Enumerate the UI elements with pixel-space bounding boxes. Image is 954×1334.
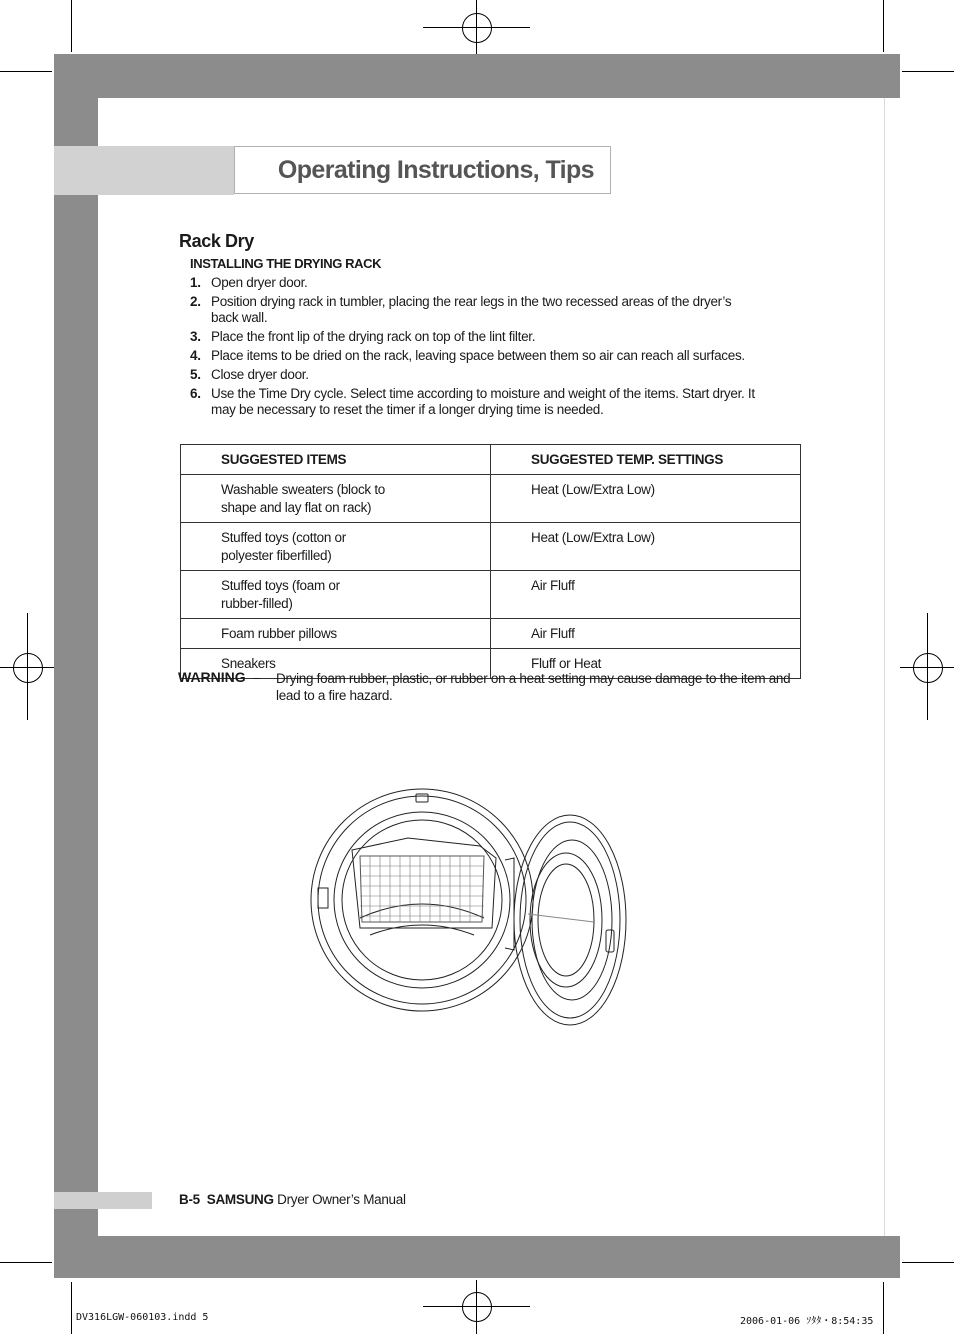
table-row <box>181 571 801 619</box>
table-cell-item: Stuffed toys (cotton or polyester fiberfilled) <box>181 523 491 571</box>
footer-text: Dryer Owner’s Manual <box>277 1192 406 1207</box>
brand-name: SAMSUNG <box>206 1192 274 1207</box>
dryer-front-ring <box>311 789 533 1011</box>
table-cell-item: Washable sweaters (block to shape and lay flat on rack) <box>181 475 491 523</box>
table-cell-setting: Heat (Low/Extra Low) <box>491 523 801 571</box>
table-row <box>181 523 801 571</box>
column-header: SUGGESTED ITEMS <box>181 445 491 475</box>
slug-file: DV316LGW-060103.indd 5 <box>76 1312 209 1323</box>
page-footer <box>179 1192 406 1207</box>
table-header-row <box>181 445 801 475</box>
table-cell-setting: Air Fluff <box>491 571 801 619</box>
table-cell-item: Sneakers <box>181 649 491 679</box>
section-title: Rack Dry <box>179 231 254 251</box>
table-row <box>181 475 801 523</box>
settings-table <box>180 444 801 679</box>
table-cell-item: Stuffed toys (foam or rubber-filled) <box>181 571 491 619</box>
table-cell-setting: Fluff or Heat <box>491 649 801 679</box>
warning-text: Drying foam rubber, plastic, or rubber on a heat setting may cause damage to the item and lead to a fire hazard. <box>276 671 791 703</box>
warning-label: WARNING <box>178 669 246 685</box>
table-cell-setting: Air Fluff <box>491 619 801 649</box>
dryer-rack-illustration <box>300 780 640 1040</box>
page-title: Operating Instructions, Tips <box>234 146 611 194</box>
footer-tab <box>54 1192 152 1209</box>
table-row <box>181 619 801 649</box>
column-header: SUGGESTED TEMP. SETTINGS <box>491 445 801 475</box>
table-cell-setting: Heat (Low/Extra Low) <box>491 475 801 523</box>
page-frame-left <box>54 54 98 1278</box>
warning-dash: – <box>253 670 261 685</box>
title-tab <box>54 146 234 195</box>
page-frame-top <box>54 54 900 98</box>
section-subtitle: INSTALLING THE DRYING RACK <box>190 256 382 271</box>
page-number: B-5 <box>179 1192 200 1207</box>
page-frame-right-rule <box>884 98 885 1236</box>
slug-timestamp: 2006-01-06 ｿﾀﾀ・8:54:35 <box>740 1316 874 1327</box>
table-cell-item: Foam rubber pillows <box>181 619 491 649</box>
page-frame-bottom <box>54 1236 900 1278</box>
